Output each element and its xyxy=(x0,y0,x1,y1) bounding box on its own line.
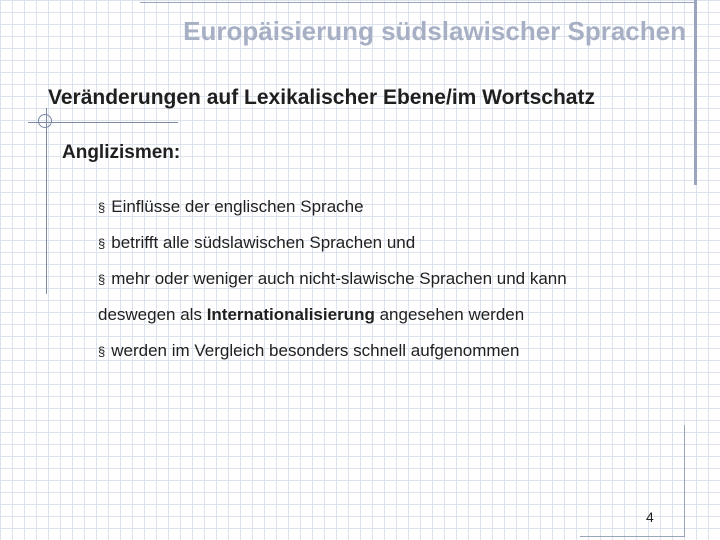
crosshair-circle-icon xyxy=(38,114,52,128)
bullet-item xyxy=(98,269,567,289)
bullet-item xyxy=(98,233,415,253)
bullet-text: betrifft alle südslawischen Sprachen und xyxy=(111,233,416,252)
title-rule-horizontal xyxy=(140,2,696,3)
bullet-text: werden im Vergleich besonders schnell aufgenommen xyxy=(111,341,520,360)
bullet-text: Einflüsse der englischen Sprache xyxy=(111,197,364,216)
bullet-continuation xyxy=(98,305,524,325)
slide-subtitle: Veränderungen auf Lexikalischer Ebene/im Wortschatz xyxy=(48,86,595,109)
crosshair-vertical-line xyxy=(46,108,47,294)
keyword-internationalisierung: Internationalisierung xyxy=(206,305,375,324)
slide-title: Europäisierung südslawischer Sprachen xyxy=(183,16,686,46)
bullet-item xyxy=(98,197,364,217)
bullet-icon: § xyxy=(98,272,106,287)
bullet-icon: § xyxy=(98,236,106,251)
continuation-before: deswegen als xyxy=(98,305,202,324)
section-heading: Anglizismen: xyxy=(62,142,181,163)
title-rule-vertical xyxy=(694,0,697,185)
bullet-icon: § xyxy=(98,344,106,359)
bullet-text: mehr oder weniger auch nicht-slawische Sprachen und kann xyxy=(111,269,567,288)
footer-rule-horizontal xyxy=(580,536,685,537)
bullet-icon: § xyxy=(98,200,106,215)
footer-rule-vertical xyxy=(684,425,685,537)
continuation-after: angesehen werden xyxy=(379,305,525,324)
bullet-item xyxy=(98,341,519,361)
page-number: 4 xyxy=(646,509,654,525)
